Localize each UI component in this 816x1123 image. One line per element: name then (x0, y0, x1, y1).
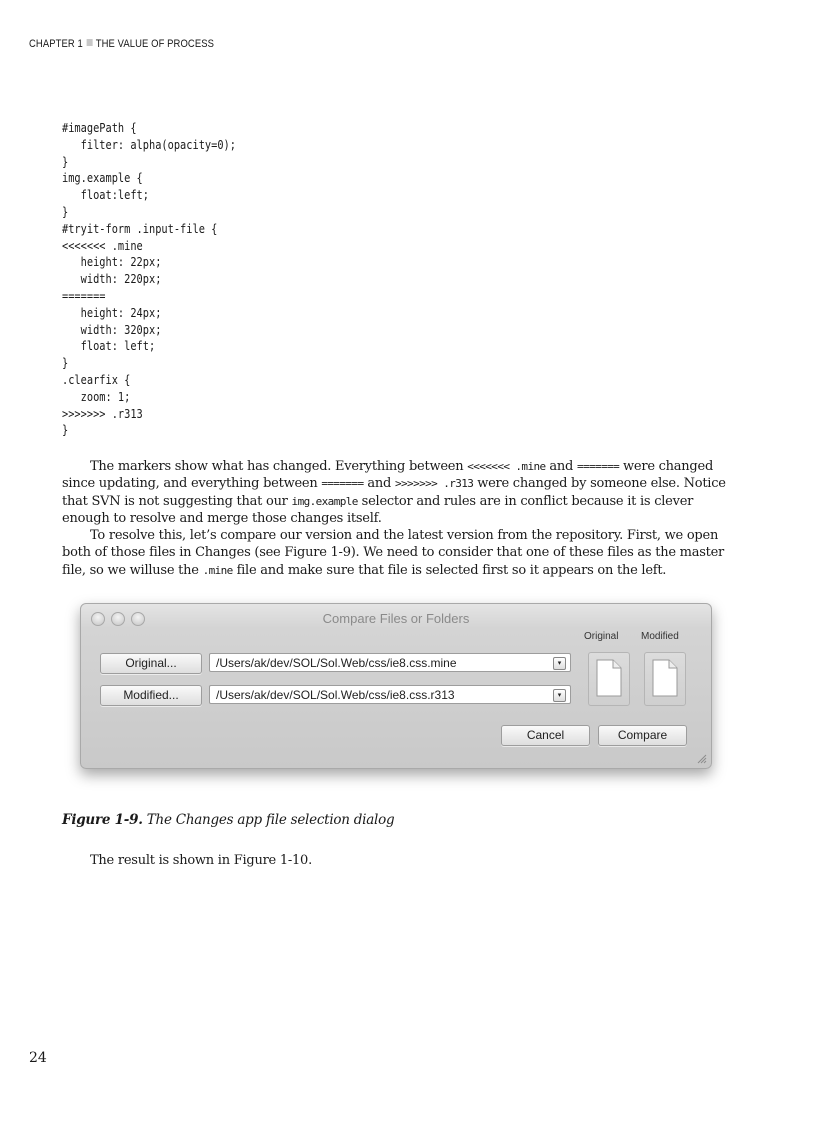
original-button[interactable]: Original... (100, 653, 202, 674)
chapter-label: CHAPTER 1 (29, 38, 83, 50)
modified-path-combobox[interactable] (209, 685, 571, 704)
code-line: width: 320px; (62, 322, 162, 337)
code-block (62, 120, 236, 439)
document-icon (596, 659, 622, 697)
separator-square-icon (86, 39, 92, 46)
chapter-title: THE VALUE OF PROCESS (95, 38, 215, 50)
code-line: } (62, 356, 69, 371)
running-header (29, 38, 214, 50)
page-number: 24 (29, 1050, 47, 1066)
code-line: } (62, 204, 69, 219)
code-line: } (62, 154, 69, 169)
chevron-down-icon[interactable]: ▾ (553, 689, 566, 702)
code-line: <<<<<<< .mine (62, 238, 143, 253)
code-line: height: 24px; (62, 305, 162, 320)
modified-path-value: /Users/ak/dev/SOL/Sol.Web/css/ie8.css.r313 (216, 688, 455, 702)
figure-caption-text: The Changes app file selection dialog (142, 812, 395, 828)
code-line: ======= (62, 288, 106, 303)
paragraph-markers: The markers show what has changed. Everything between <<<<<<< .mine and ======= were changed since updating, and everything between ======= and >>>>>>> .r313 were changed by someone else. Notice that SVN is not suggesting that our img.example selector and rules are in conflict because it is clever enough to resolve and merge those changes itself. (62, 459, 726, 526)
compare-dialog (80, 603, 712, 769)
dialog-title: Compare Files or Folders (322, 611, 470, 626)
original-path-value: /Users/ak/dev/SOL/Sol.Web/css/ie8.css.mine (216, 656, 457, 670)
original-path-combobox[interactable] (209, 653, 571, 672)
code-line: zoom: 1; (62, 389, 131, 404)
resize-grip-icon[interactable] (696, 753, 707, 764)
paragraph-resolve: To resolve this, let’s compare our version and the latest version from the repository. First, we open both of those files in Changes (see Figure 1-9). We need to consider that one of these files as the master file, so we willuse the .mine file and make sure that file is selected first so it appears on the left. (62, 528, 725, 578)
code-line: >>>>>>> .r313 (62, 406, 143, 421)
code-line: #imagePath { (62, 121, 137, 135)
code-line: } (62, 423, 69, 438)
original-file-well[interactable] (588, 652, 630, 706)
code-line: float:left; (62, 188, 149, 203)
code-line: height: 22px; (62, 255, 162, 270)
modified-file-well[interactable] (644, 652, 686, 706)
figure-label: Figure 1-9. (62, 812, 143, 828)
document-icon (652, 659, 678, 697)
code-line: width: 220px; (62, 272, 162, 287)
paragraph-result: The result is shown in Figure 1-10. (90, 853, 312, 868)
modified-column-header: Modified (641, 631, 679, 642)
code-line: img.example { (62, 171, 143, 186)
code-line: .clearfix { (62, 372, 131, 387)
chevron-down-icon[interactable]: ▾ (553, 657, 566, 670)
original-column-header: Original (584, 631, 619, 642)
cancel-button[interactable]: Cancel (501, 725, 590, 746)
figure-caption (62, 812, 394, 828)
code-line: float: left; (62, 339, 156, 354)
modified-button[interactable]: Modified... (100, 685, 202, 706)
code-line: filter: alpha(opacity=0); (62, 137, 236, 152)
code-line: #tryit-form .input-file { (62, 221, 218, 236)
compare-button[interactable]: Compare (598, 725, 687, 746)
